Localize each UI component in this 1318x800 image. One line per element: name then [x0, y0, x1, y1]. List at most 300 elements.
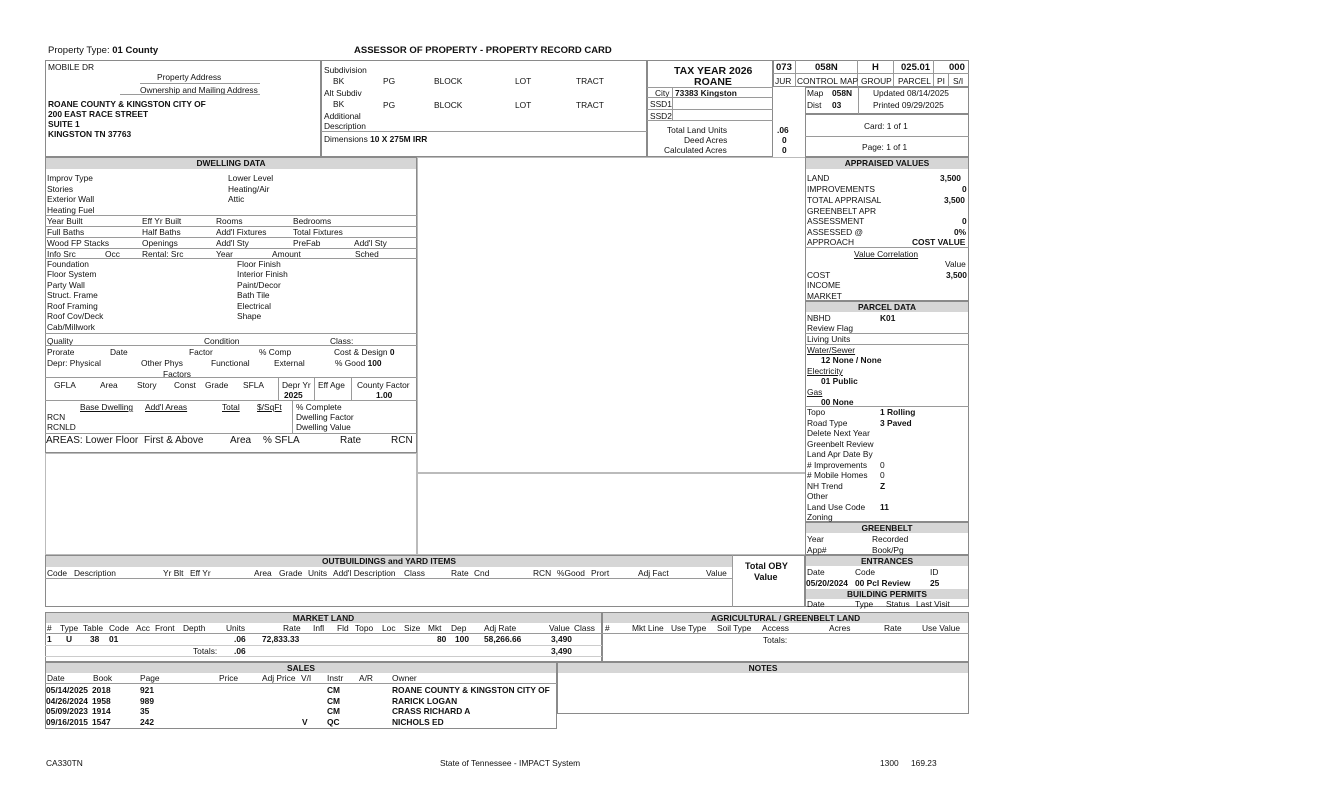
pd-land-apr-date: Land Apr Date By [807, 449, 873, 459]
dw-external: External [274, 358, 305, 368]
si-label: S/I [953, 76, 964, 86]
dw-prorate: Prorate [47, 347, 75, 357]
ml-topo: Topo [355, 623, 374, 633]
pd-other-label: Other [807, 491, 828, 501]
ob-total-line-1: Total OBY [745, 561, 788, 571]
dw-areas-sfla: % SFLA [263, 435, 300, 446]
av-assessment-value: 0 [962, 216, 967, 226]
dw-rcn: RCN [47, 412, 66, 422]
dw-base-dwelling: Base Dwelling [80, 402, 134, 412]
dist-label: Dist [807, 100, 822, 110]
jur-value: 073 [776, 62, 792, 73]
alt-subdiv-label: Alt Subdiv [324, 88, 362, 98]
outbuildings-title: OUTBUILDINGS and YARD ITEMS [46, 556, 732, 567]
map-value: 058N [832, 88, 853, 98]
dw-total-fixtures: Total Fixtures [293, 227, 343, 237]
sale-3-owner: CRASS RICHARD A [392, 706, 471, 716]
dw-pct-comp: % Comp [259, 347, 292, 357]
dw-stories: Stories [47, 184, 74, 194]
dw-pct-complete: % Complete [296, 402, 342, 412]
av-improvements-value: 0 [962, 184, 967, 194]
ml-totals-value: 3,490 [551, 646, 572, 656]
dw-per-sqft: $/SqFt [257, 402, 282, 412]
sales-title: SALES [46, 663, 556, 673]
sales-adj-price-header: Adj Price [262, 673, 296, 683]
sub-pg: PG [383, 76, 396, 86]
ml-dep: Dep [451, 623, 467, 633]
ml-adj-rate: Adj Rate [484, 623, 517, 633]
pd-land-use-value: 11 [880, 502, 889, 512]
dw-date: Date [110, 347, 128, 357]
dw-openings: Openings [142, 238, 178, 248]
pd-elec-value: 01 Public [821, 376, 858, 386]
ml-mkt: Mkt [428, 623, 442, 633]
gb-recorded-label: Recorded [872, 534, 909, 544]
dw-depr-yr-value: 2025 [284, 390, 303, 400]
pd-mobile-label: # Mobile Homes [807, 470, 868, 480]
sale-1-date: 05/14/2025 [46, 685, 88, 695]
ml-class: Class [574, 623, 595, 633]
pd-nh-label: NH Trend [807, 481, 843, 491]
printed-value: 09/29/2025 [901, 100, 944, 110]
greenbelt-title: GREENBELT [806, 523, 968, 533]
sales-date-header: Date [47, 673, 65, 683]
ob-total-line-2: Value [754, 572, 778, 582]
dw-half-baths: Half Baths [142, 227, 181, 237]
sub-lot: LOT [515, 76, 532, 86]
dw-areas-first: First & Above [144, 435, 204, 446]
dw-heating-fuel: Heating Fuel [47, 205, 95, 215]
ml-row-type: U [66, 634, 73, 644]
bp-last-visit: Last Visit [916, 599, 950, 609]
dw-county-factor-value: 1.00 [376, 390, 393, 400]
dw-class: Class: [330, 336, 354, 346]
ob-adj-fact: Adj Fact [638, 568, 669, 578]
dw-factors-label: Factors [163, 369, 191, 379]
ssd2-label: SSD2 [650, 111, 672, 121]
av-greenbelt-label: GREENBELT APR [807, 206, 877, 216]
ag-use-value: Use Value [922, 623, 961, 633]
dw-depr-yr: Depr Yr [282, 380, 311, 390]
pd-improvements-value: 0 [880, 460, 885, 470]
dw-good-value: 100 [367, 358, 382, 368]
notes-title: NOTES [558, 663, 968, 673]
parcel-data-title: PARCEL DATA [806, 302, 968, 312]
ag-mkt-line: Mkt Line [632, 623, 664, 633]
group-label: GROUP [861, 76, 892, 86]
sub-block: BLOCK [434, 76, 463, 86]
dw-info-src: Info Src [47, 249, 76, 259]
printed-label: Printed [873, 100, 900, 110]
sales-vi-header: V/I [301, 673, 312, 683]
ml-row-mkt: 80 [437, 634, 447, 644]
printed [873, 100, 944, 110]
pd-water-value: 12 None / None [821, 355, 882, 365]
sale-4-page: 242 [140, 717, 154, 727]
pd-land-use-label: Land Use Code [807, 502, 866, 512]
description-label: Description [324, 121, 366, 131]
sale-1-instr: CM [327, 685, 341, 695]
deed-acres: 0 [782, 135, 787, 145]
dw-rental-src: Rental: Src [142, 249, 184, 259]
dw-floor-finish: Floor Finish [237, 259, 281, 269]
owner-line-3: SUITE 1 [48, 119, 80, 129]
dw-addl-fixtures: Add'l Fixtures [216, 227, 267, 237]
parcel-value: 025.01 [901, 62, 931, 73]
sketch-area [417, 157, 806, 473]
ob-description: Description [74, 568, 116, 578]
dw-cost-design-label: Cost & Design [334, 347, 388, 357]
en-id: 25 [930, 578, 940, 588]
dw-factor: Factor [189, 347, 213, 357]
sales-book-header: Book [93, 673, 113, 683]
alt-bk: BK [333, 99, 345, 109]
bp-type: Type [855, 599, 874, 609]
ob-units: Units [308, 568, 328, 578]
av-total-appraisal-value: 3,500 [944, 195, 965, 205]
ml-fld: Fld [337, 623, 349, 633]
map-label: Map [807, 88, 824, 98]
dw-attic: Attic [228, 194, 245, 204]
sale-1-book: 2018 [92, 685, 111, 695]
dw-areas-rate: Rate [340, 435, 362, 446]
av-assessed-label: ASSESSED @ [807, 227, 863, 237]
alt-lot: LOT [515, 100, 532, 110]
av-approach-label: APPROACH [807, 237, 855, 247]
av-approach-value: COST VALUE [912, 237, 966, 247]
sale-1-owner: ROANE COUNTY & KINGSTON CITY OF [392, 685, 550, 695]
dw-depr-physical: Depr: Physical [47, 358, 101, 368]
dw-party-wall: Party Wall [47, 280, 85, 290]
footer-system: State of Tennessee - IMPACT System [440, 758, 581, 768]
ob-grade: Grade [279, 568, 303, 578]
sale-4-vi: V [302, 717, 308, 727]
dw-eff-age: Eff Age [318, 380, 345, 390]
av-income-label: INCOME [807, 280, 841, 290]
dw-quality: Quality [47, 336, 74, 346]
calc-acres: 0 [782, 145, 787, 155]
gb-bookpg-label: Book/Pg [872, 545, 904, 555]
av-market-label: MARKET [807, 291, 842, 301]
owner-line-1: ROANE COUNTY & KINGSTON CITY OF [48, 99, 206, 109]
sale-2-date: 04/26/2024 [46, 696, 88, 706]
dw-addl-areas: Add'l Areas [145, 402, 188, 412]
total-land-units-label: Total Land Units [667, 125, 728, 135]
pd-topo-value: 1 Rolling [880, 407, 916, 417]
ml-num: # [47, 623, 52, 633]
dimensions [324, 134, 427, 144]
property-address-label: Property Address [157, 72, 222, 82]
pd-road-value: 3 Paved [880, 418, 912, 428]
ml-row-dep: 100 [455, 634, 469, 644]
ml-acc: Acc [136, 623, 150, 633]
property-type-label: Property Type: [48, 45, 110, 56]
card-number: Card: 1 of 1 [864, 121, 908, 131]
av-assessment-label: ASSESSMENT [807, 216, 865, 226]
av-value-correlation: Value Correlation [854, 249, 919, 259]
dw-wood-fp: Wood FP Stacks [47, 238, 110, 248]
owner-line-4: KINGSTON TN 37763 [48, 129, 132, 139]
ml-totals-label: Totals: [193, 646, 218, 656]
dw-areas-lower: AREAS: Lower Floor [46, 435, 139, 446]
en-code: 00 Pcl Review [855, 578, 911, 588]
en-code-header: Code [855, 567, 876, 577]
av-assessed-value: 0% [954, 227, 967, 237]
dw-sched: Sched [355, 249, 379, 259]
page-title: ASSESSOR OF PROPERTY - PROPERTY RECORD CARD [354, 45, 612, 56]
market-land-title: MARKET LAND [46, 613, 601, 623]
pd-mobile-value: 0 [880, 470, 885, 480]
sale-3-instr: CM [327, 706, 341, 716]
dw-total: Total [222, 402, 240, 412]
updated-value: 08/14/2025 [907, 88, 949, 98]
ag-rate: Rate [884, 623, 902, 633]
photo-area [417, 473, 806, 555]
dw-year: Year [216, 249, 233, 259]
pd-water-label: Water/Sewer [807, 345, 856, 355]
sales-ar-header: A/R [359, 673, 373, 683]
pd-elec-label: Electricity [807, 366, 843, 376]
dw-shape: Shape [237, 311, 262, 321]
ssd1-label: SSD1 [650, 99, 672, 109]
ml-size: Size [404, 623, 421, 633]
subdivision-label: Subdivision [324, 65, 367, 75]
ml-rate: Rate [283, 623, 301, 633]
updated-label: Updated [873, 88, 905, 98]
sub-bk: BK [333, 76, 345, 86]
sales-page-header: Page [140, 673, 160, 683]
dw-grade: Grade [205, 380, 229, 390]
ag-access: Access [762, 623, 789, 633]
pd-topo-label: Topo [807, 407, 826, 417]
ml-row-value: 3,490 [551, 634, 572, 644]
total-land-units: .06 [777, 125, 789, 135]
pi-label: PI [937, 76, 945, 86]
ob-good: %Good [557, 568, 585, 578]
dw-improv-type: Improv Type [47, 173, 93, 183]
sale-2-book: 1958 [92, 696, 111, 706]
dw-condition: Condition [204, 336, 240, 346]
dimensions-value: 10 X 275M IRR [370, 134, 428, 144]
dw-other-phys: Other Phys [141, 358, 183, 368]
sale-2-owner: RARICK LOGAN [392, 696, 458, 706]
ml-value: Value [549, 623, 570, 633]
dw-occ: Occ [105, 249, 120, 259]
ob-cnd: Cnd [474, 568, 490, 578]
dw-floor-system: Floor System [47, 269, 97, 279]
ml-loc: Loc [382, 623, 396, 633]
ob-rate: Rate [451, 568, 469, 578]
city-value: 73383 Kingston [675, 88, 737, 98]
sale-2-page: 989 [140, 696, 154, 706]
dw-good [335, 358, 382, 368]
pd-living-units: Living Units [807, 334, 851, 344]
dw-full-baths: Full Baths [47, 227, 85, 237]
dw-year-built: Year Built [47, 216, 83, 226]
dw-dwelling-value: Dwelling Value [296, 422, 351, 432]
dw-rcnld: RCNLD [47, 422, 76, 432]
page-number: Page: 1 of 1 [862, 142, 908, 152]
entrances-title: ENTRANCES [806, 556, 968, 566]
ml-type: Type [60, 623, 79, 633]
dw-lower-level: Lower Level [228, 173, 274, 183]
pd-nbhd-label: NBHD [807, 313, 831, 323]
sale-1-page: 921 [140, 685, 154, 695]
av-cost-label: COST [807, 270, 831, 280]
property-type [48, 45, 158, 56]
tax-county: ROANE [694, 76, 732, 88]
dw-sfla: SFLA [243, 380, 264, 390]
si-value: 000 [949, 62, 965, 73]
control-map-value: 058N [815, 62, 838, 73]
control-map-label: CONTROL MAP [797, 76, 859, 86]
group-value: H [872, 62, 879, 73]
pd-gas-label: Gas [807, 387, 823, 397]
ml-row-num: 1 [47, 634, 52, 644]
ml-depth: Depth [183, 623, 206, 633]
av-cost-value: 3,500 [946, 270, 967, 280]
pd-nh-value: Z [880, 481, 886, 491]
dw-interior-finish: Interior Finish [237, 269, 288, 279]
bp-status: Status [886, 599, 910, 609]
dw-rooms: Rooms [216, 216, 243, 226]
ml-totals-units: .06 [234, 646, 246, 656]
dw-prefab: PreFab [293, 238, 321, 248]
ml-units: Units [226, 623, 246, 633]
sales-instr-header: Instr [327, 673, 344, 683]
sub-tract: TRACT [576, 76, 604, 86]
dw-cab-millwork: Cab/Millwork [47, 322, 95, 332]
av-land-value: 3,500 [940, 173, 961, 183]
pd-nbhd-value: K01 [880, 313, 896, 323]
ag-soil-type: Soil Type [717, 623, 752, 633]
dw-foundation: Foundation [47, 259, 89, 269]
dw-story: Story [137, 380, 157, 390]
dw-const: Const [174, 380, 196, 390]
footer-code-1: 1300 [880, 758, 899, 768]
additional-label: Additional [324, 111, 361, 121]
ml-row-code: 01 [109, 634, 119, 644]
dw-exterior-wall: Exterior Wall [47, 194, 95, 204]
av-total-appraisal-label: TOTAL APPRAISAL [807, 195, 882, 205]
ml-code: Code [109, 623, 130, 633]
footer-form-code: CA330TN [46, 758, 83, 768]
dw-electrical: Electrical [237, 301, 271, 311]
dw-areas-rcn: RCN [391, 435, 413, 446]
tax-year: TAX YEAR 2026 [674, 65, 753, 77]
dw-dwelling-factor: Dwelling Factor [296, 412, 354, 422]
dwelling-blank-area [45, 453, 417, 555]
dw-functional: Functional [211, 358, 250, 368]
dw-addl-sty-1: Add'l Sty [216, 238, 249, 248]
ml-row-adj-rate: 58,266.66 [484, 634, 522, 644]
av-value-label: Value [945, 259, 966, 269]
en-date: 05/20/2024 [806, 578, 848, 588]
ob-value: Value [706, 568, 727, 578]
dw-gfla: GFLA [54, 380, 76, 390]
dw-cost-design [334, 347, 395, 357]
en-id-header: ID [930, 567, 939, 577]
dw-eff-yr-built: Eff Yr Built [142, 216, 182, 226]
pd-delete-next-year: Delete Next Year [807, 428, 870, 438]
ml-infl: Infl [313, 623, 325, 633]
parcel-label: PARCEL [898, 76, 931, 86]
dimensions-label: Dimensions [324, 134, 368, 144]
av-land-label: LAND [807, 173, 830, 183]
dw-paint-decor: Paint/Decor [237, 280, 281, 290]
ag-acres: Acres [829, 623, 851, 633]
dw-roof-cov: Roof Cov/Deck [47, 311, 104, 321]
sale-3-date: 05/09/2023 [46, 706, 88, 716]
pd-improvements-label: # Improvements [807, 460, 868, 470]
sale-3-page: 35 [140, 706, 150, 716]
city-label: City [655, 88, 670, 98]
calc-acres-label: Calculated Acres [664, 145, 727, 155]
dw-addl-sty-2: Add'l Sty [354, 238, 387, 248]
dw-bedrooms: Bedrooms [293, 216, 332, 226]
ob-prort: Prort [591, 568, 610, 578]
ml-row-table: 38 [90, 634, 100, 644]
gb-app-label: App# [807, 545, 827, 555]
bp-date: Date [807, 599, 825, 609]
pd-gas-value: 00 None [821, 397, 854, 407]
dw-bath-tile: Bath Tile [237, 290, 270, 300]
sales-price-header: Price [219, 673, 239, 683]
dw-amount: Amount [272, 249, 301, 259]
sale-3-book: 1914 [92, 706, 111, 716]
appraised-values-title: APPRAISED VALUES [806, 158, 968, 169]
ag-totals-label: Totals: [763, 635, 788, 645]
ob-class: Class [404, 568, 425, 578]
gb-year-label: Year [807, 534, 824, 544]
footer-code-2: 169.23 [911, 758, 937, 768]
alt-pg: PG [383, 100, 396, 110]
alt-block: BLOCK [434, 100, 463, 110]
ag-num: # [605, 623, 610, 633]
sale-4-date: 09/16/2015 [46, 717, 88, 727]
sales-owner-header: Owner [392, 673, 417, 683]
ml-row-rate: 72,833.33 [262, 634, 300, 644]
en-date-header: Date [807, 567, 825, 577]
dw-roof-framing: Roof Framing [47, 301, 98, 311]
dw-heating-air: Heating/Air [228, 184, 270, 194]
property-type-value: 01 County [112, 45, 159, 56]
dw-areas-area: Area [230, 435, 252, 446]
ob-yr-blt: Yr Blt [163, 568, 184, 578]
dw-county-factor: County Factor [357, 380, 410, 390]
ob-rcn: RCN [533, 568, 552, 578]
dw-cost-design-value: 0 [389, 347, 395, 357]
jur-label: JUR [775, 76, 792, 86]
ob-code: Code [47, 568, 68, 578]
ag-land-title: AGRICULTURAL / GREENBELT LAND [603, 613, 968, 623]
ml-table: Table [83, 623, 104, 633]
dist-value: 03 [832, 100, 842, 110]
pd-road-label: Road Type [807, 418, 848, 428]
updated [873, 88, 949, 98]
ob-addl-description: Add'l Description [333, 568, 396, 578]
ml-row-units: .06 [234, 634, 246, 644]
permits-title: BUILDING PERMITS [806, 589, 968, 599]
street-address: MOBILE DR [48, 62, 95, 72]
dw-good-label: % Good [335, 358, 366, 368]
ownership-label: Ownership and Mailing Address [140, 85, 258, 95]
pd-review-flag: Review Flag [807, 323, 854, 333]
pd-greenbelt-review: Greenbelt Review [807, 439, 874, 449]
deed-acres-label: Deed Acres [684, 135, 728, 145]
ob-eff-yr: Eff Yr [190, 568, 211, 578]
dwelling-data-title: DWELLING DATA [46, 158, 416, 169]
